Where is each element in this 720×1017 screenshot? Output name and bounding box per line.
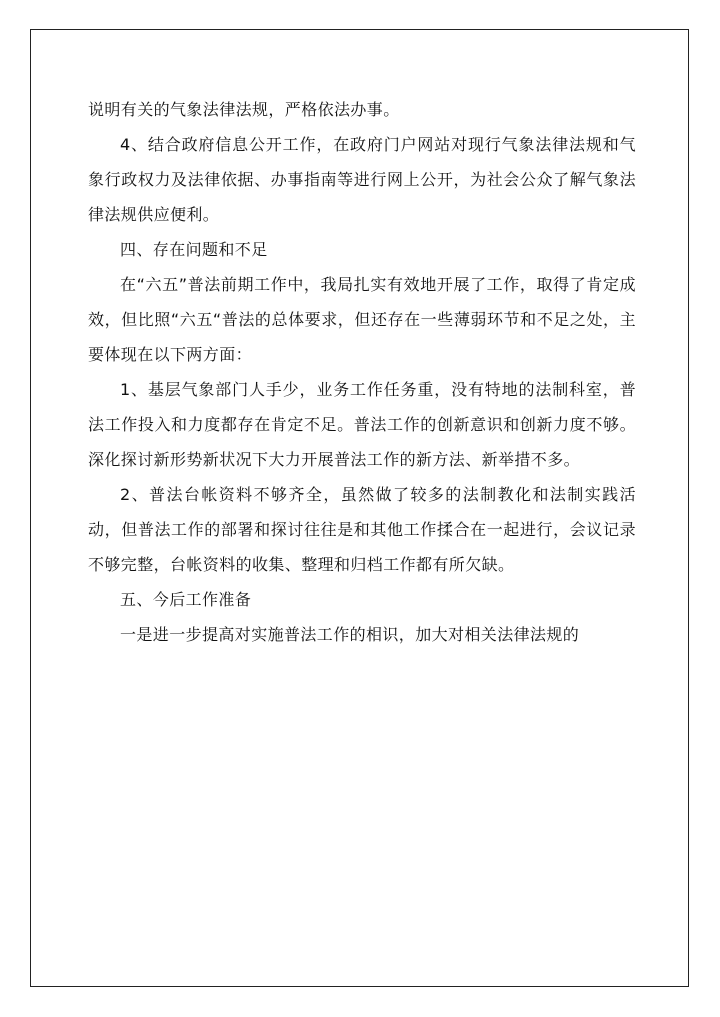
paragraph-problems-intro: 在“六五”普法前期工作中，我局扎实有效地开展了工作，取得了肯定成效，但比照“六五“普法的总体要求，但还存在一些薄弱环节和不足之处，主要体现在以下两方面： [88, 275, 636, 364]
document-body [88, 92, 636, 652]
section-heading-future-work: 五、今后工作准备 [120, 590, 252, 609]
paragraph-item-4: 4、结合政府信息公开工作，在政府门户网站对现行气象法律法规和气象行政权力及法律依据、办事指南等进行网上公开，为社会公众了解气象法律法规供应便利。 [88, 135, 636, 224]
paragraph-problem-1: 1、基层气象部门人手少，业务工作任务重，没有特地的法制科室，普法工作投入和力度都存在肯定不足。普法工作的创新意识和创新力度不够。深化探讨新形势新状况下大力开展普法工作的新方法、新举措不多。 [88, 380, 636, 469]
paragraph-continuation: 说明有关的气象法律法规，严格依法办事。 [88, 100, 400, 119]
paragraph-problem-2: 2、普法台帐资料不够齐全，虽然做了较多的法制教化和法制实践活动，但普法工作的部署和探讨往往是和其他工作揉合在一起进行，会议记录不够完整，台帐资料的收集、整理和归档工作都有所欠缺。 [88, 485, 636, 574]
paragraph-future-1: 一是进一步提高对实施普法工作的相识，加大对相关法律法规的 [120, 625, 580, 644]
section-heading-problems: 四、存在问题和不足 [120, 240, 268, 259]
